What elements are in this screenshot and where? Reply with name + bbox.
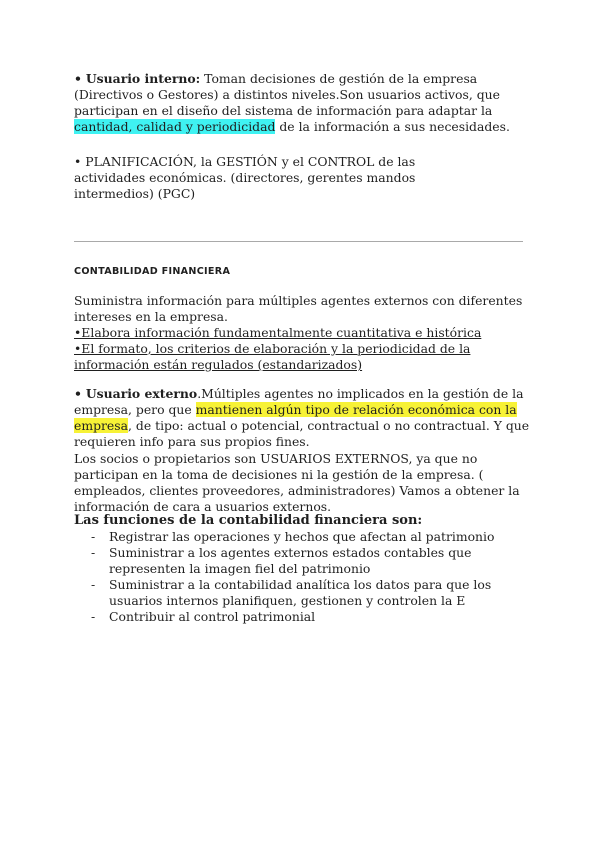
list-item-text: Registrar las operaciones y hechos que afectan al patrimonio bbox=[109, 529, 495, 544]
external-user-text: .Múltiples agentes no implicados en la gestión de la empresa, pero que bbox=[74, 386, 524, 417]
list-item bbox=[74, 577, 534, 609]
bullet: • bbox=[74, 154, 82, 169]
internal-user-label: Usuario interno bbox=[85, 71, 196, 86]
bullet: • bbox=[74, 386, 82, 401]
list-item-text: Suministrar a la contabilidad analítica los datos para que los usuarios internos planifiquen, gestionen y controlen la E bbox=[109, 577, 492, 608]
list-dash: - bbox=[91, 529, 96, 544]
external-user-text-end: , de tipo: actual o potencial, contractual o no contractual. Y que requieren info para sus propios fines. bbox=[74, 418, 530, 449]
planning-paragraph bbox=[74, 154, 484, 202]
planning-text: PLANIFICACIÓN, la GESTIÓN y el CONTROL de las actividades económicas. (directores, gerentes mandos intermedios) (PGC) bbox=[74, 154, 416, 201]
highlight-yellow: mantienen algún tipo de relación económica con la empresa bbox=[74, 402, 517, 433]
section-heading: CONTABILIDAD FINANCIERA bbox=[74, 266, 231, 277]
list-dash: - bbox=[91, 577, 96, 592]
list-dash: - bbox=[91, 545, 96, 560]
horizontal-divider bbox=[74, 241, 523, 242]
functions-title: Las funciones de la contabilidad financiera son: bbox=[74, 513, 423, 528]
highlight-cyan: cantidad, calidad y periodicidad bbox=[74, 119, 276, 134]
label-colon: : bbox=[195, 71, 201, 86]
internal-user-paragraph bbox=[74, 71, 526, 135]
list-item bbox=[74, 609, 534, 625]
internal-user-text-end: de la información a sus necesidades. bbox=[275, 119, 510, 134]
list-item bbox=[74, 529, 534, 545]
financial-intro: Suministra información para múltiples agentes externos con diferentes intereses en la empresa. bbox=[74, 293, 523, 324]
list-item-text: Contribuir al control patrimonial bbox=[109, 609, 316, 624]
elaborates-line: •Elabora información fundamentalmente cuantitativa e histórica bbox=[74, 325, 482, 340]
format-line: •El formato, los criterios de elaboración y la periodicidad de la información están regulados (estandarizados) bbox=[74, 341, 471, 372]
list-item bbox=[74, 545, 534, 577]
owners-paragraph: Los socios o propietarios son USUARIOS EXTERNOS, ya que no participan en la toma de decisiones ni la gestión de la empresa. ( empleados, clientes proveedores, administradores) Vamos a obtener la información de cara a usuarios externos. bbox=[74, 451, 520, 514]
financial-intro-block bbox=[74, 293, 526, 373]
functions-list bbox=[74, 529, 534, 625]
list-dash: - bbox=[91, 609, 96, 624]
internal-user-text: Toman decisiones de gestión de la empresa (Directivos o Gestores) a distintos niveles.Son usuarios activos, que participan en el diseño del sistema de información para adaptar la bbox=[74, 71, 500, 118]
external-user-paragraph bbox=[74, 386, 530, 450]
external-user-label: Usuario externo bbox=[85, 386, 198, 401]
list-item-text: Suministrar a los agentes externos estados contables que representen la imagen fiel del patrimonio bbox=[109, 545, 472, 576]
bullet: • bbox=[74, 71, 82, 86]
